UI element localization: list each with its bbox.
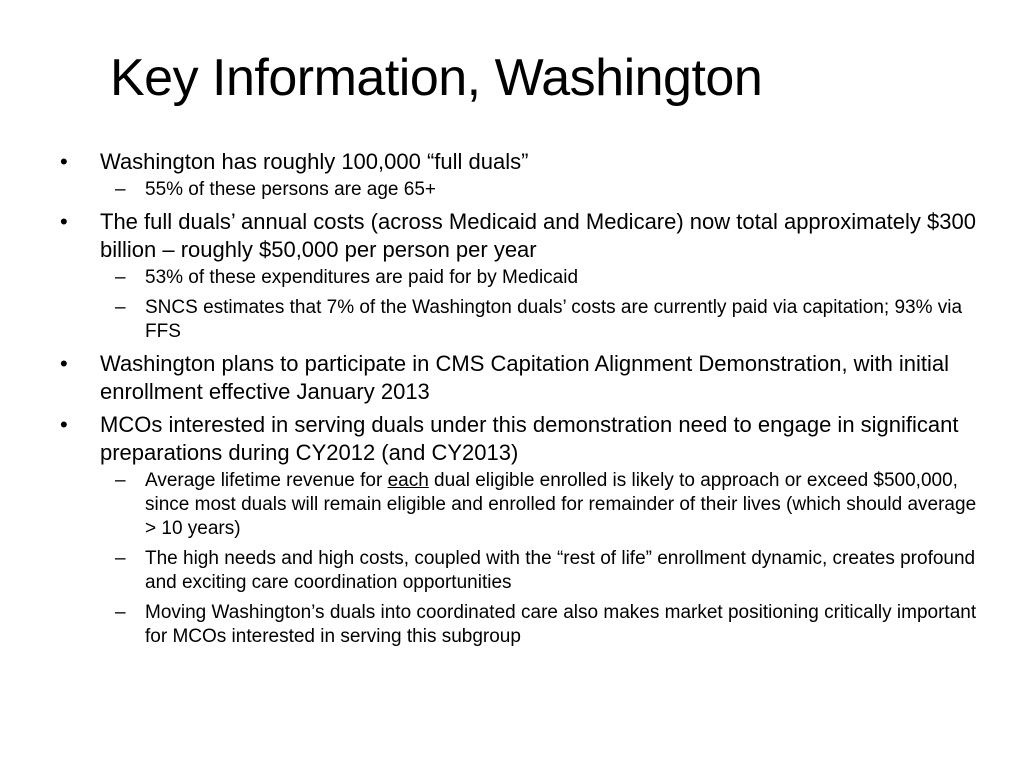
sub-bullet-list: [100, 469, 978, 649]
bullet-item-mco-preparations: [58, 411, 978, 649]
sub-bullet-item-lifetime-revenue: [100, 469, 978, 541]
bullet-text: Washington has roughly 100,000 “full duals”: [100, 149, 529, 174]
emphasis-each: each: [387, 470, 429, 491]
bullet-item-demonstration: [58, 350, 978, 406]
sub-bullet-list: [100, 178, 978, 202]
sub-bullet-item: – The high needs and high costs, coupled with the “rest of life” enrollment dynamic, creates profound and exciting care coordination opportunities: [100, 547, 978, 595]
slide-title: Key Information, Washington: [110, 49, 763, 107]
sub-bullet-item: – 55% of these persons are age 65+: [100, 178, 978, 202]
sub-bullet-text-after: dual eligible enrolled is likely to approach or exceed $500,000, since most duals will remain eligible and enrolled for remainder of their lives (which should average > 10 years): [145, 470, 977, 539]
sub-bullet-item: – 53% of these expenditures are paid for by Medicaid: [100, 266, 978, 290]
sub-bullet-list: [100, 266, 978, 344]
bullet-item-full-duals: [58, 148, 978, 202]
bullet-item-annual-costs: [58, 208, 978, 344]
bullet-text: The full duals’ annual costs (across Medicaid and Medicare) now total approximately $300 billion – roughly $50,000 per person per year: [100, 209, 976, 262]
bullet-list: [58, 148, 978, 655]
sub-bullet-item: – SNCS estimates that 7% of the Washington duals’ costs are currently paid via capitation; 93% via FFS: [100, 296, 978, 344]
bullet-text: Washington plans to participate in CMS Capitation Alignment Demonstration, with initial enrollment effective January 2013: [100, 351, 950, 404]
sub-bullet-text-before: Average lifetime revenue for: [145, 470, 388, 491]
bullet-text: MCOs interested in serving duals under this demonstration need to engage in significant preparations during CY2012 (and CY2013): [100, 412, 959, 465]
sub-bullet-item: – Moving Washington’s duals into coordinated care also makes market positioning critically important for MCOs interested in serving this subgroup: [100, 601, 978, 649]
